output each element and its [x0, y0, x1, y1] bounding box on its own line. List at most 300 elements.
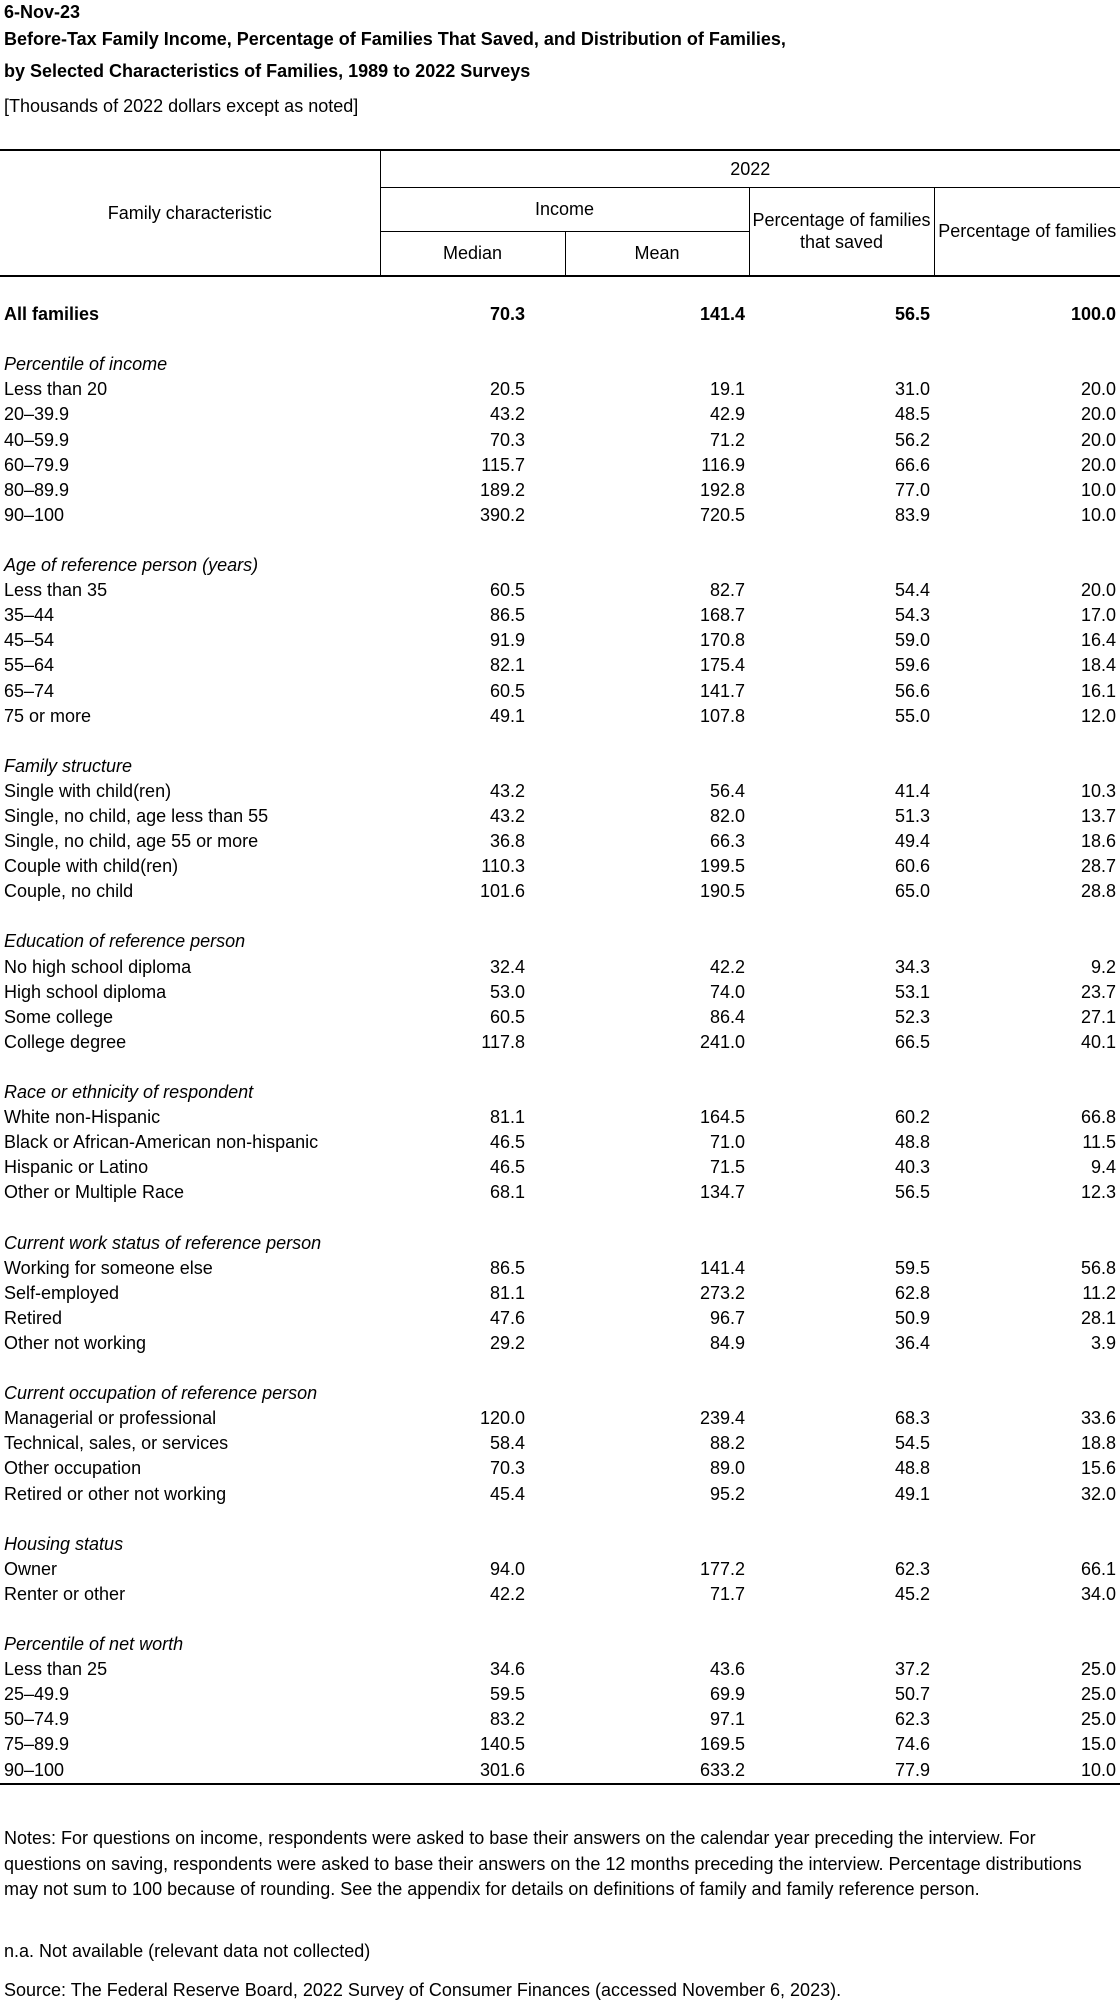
median-income-cell: 86.5 [489, 605, 525, 626]
pct-saved-cell: 59.6 [894, 655, 930, 676]
pct-families-cell: 100.0 [1071, 304, 1117, 325]
table-row [0, 1682, 1120, 1707]
table-row [0, 1256, 1120, 1281]
pct-families-cell: 10.0 [1081, 504, 1117, 525]
spacer-row [0, 1356, 1120, 1381]
pct-families-cell: 20.0 [1081, 580, 1117, 601]
table-row [0, 1707, 1120, 1732]
pct-families-cell: 11.5 [1082, 1132, 1117, 1153]
header-pct-families: Percentage of families [934, 187, 1120, 276]
pct-families-cell: 9.2 [1091, 956, 1117, 977]
row-label: Education of reference person [4, 931, 246, 952]
median-income-cell: 189.2 [479, 479, 525, 500]
table-row [0, 1431, 1120, 1456]
pct-saved-cell: 40.3 [894, 1157, 930, 1178]
header-median: Median [380, 231, 565, 276]
table-row [0, 1758, 1120, 1784]
pct-saved-cell: 50.7 [894, 1684, 930, 1705]
mean-income-cell: 71.2 [709, 429, 745, 450]
empty-cell [934, 1231, 1120, 1256]
pct-saved-cell: 56.2 [894, 429, 930, 450]
spacer-cell [0, 528, 1120, 553]
pct-saved-cell: 31.0 [894, 379, 930, 400]
row-label: Couple with child(ren) [4, 856, 179, 877]
empty-cell [565, 1381, 749, 1406]
row-label: 20–39.9 [4, 404, 70, 425]
pct-saved-cell: 62.3 [894, 1558, 930, 1579]
median-income-cell: 81.1 [489, 1107, 525, 1128]
row-label: Current work status of reference person [4, 1232, 322, 1253]
pct-families-cell: 16.4 [1081, 630, 1117, 651]
row-label: 75–89.9 [4, 1734, 70, 1755]
spacer-cell [0, 1205, 1120, 1230]
empty-cell [934, 1080, 1120, 1105]
table-row [0, 1406, 1120, 1431]
median-income-cell: 82.1 [489, 655, 525, 676]
empty-cell [380, 1532, 565, 1557]
median-income-cell: 34.6 [489, 1659, 525, 1680]
mean-income-cell: 239.4 [699, 1408, 745, 1429]
pct-saved-cell: 48.5 [894, 404, 930, 425]
pct-families-cell: 18.6 [1081, 831, 1117, 852]
pct-saved-cell: 54.4 [894, 580, 930, 601]
median-income-cell: 60.5 [489, 580, 525, 601]
median-income-cell: 70.3 [489, 1458, 525, 1479]
spacer-cell [0, 904, 1120, 929]
table-row [0, 1732, 1120, 1757]
mean-income-cell: 190.5 [699, 881, 745, 902]
median-income-cell: 45.4 [489, 1483, 525, 1504]
pct-saved-cell: 45.2 [894, 1583, 930, 1604]
mean-income-cell: 71.5 [709, 1157, 745, 1178]
pct-families-cell: 16.1 [1081, 680, 1117, 701]
row-label: 55–64 [4, 655, 55, 676]
row-label: 40–59.9 [4, 429, 70, 450]
row-label: Owner [4, 1558, 58, 1579]
table-row [0, 503, 1120, 528]
mean-income-cell: 164.5 [699, 1107, 745, 1128]
pct-families-cell: 25.0 [1081, 1684, 1117, 1705]
spacer-cell [0, 729, 1120, 754]
spacer-row [0, 729, 1120, 754]
empty-cell [749, 352, 934, 377]
empty-cell [565, 929, 749, 954]
pct-saved-cell: 49.4 [894, 831, 930, 852]
row-label: Less than 35 [4, 580, 108, 601]
empty-cell [380, 1381, 565, 1406]
mean-income-cell: 82.7 [709, 580, 745, 601]
table-row [0, 980, 1120, 1005]
spacer-row [0, 1205, 1120, 1230]
row-label: Other or Multiple Race [4, 1182, 185, 1203]
empty-cell [749, 1632, 934, 1657]
na-note: n.a. Not available (relevant data not collected) [4, 1941, 371, 1961]
table-row [0, 1105, 1120, 1130]
pct-saved-cell: 62.3 [894, 1709, 930, 1730]
median-income-cell: 140.5 [479, 1734, 525, 1755]
median-income-cell: 47.6 [489, 1307, 525, 1328]
pct-saved-cell: 77.9 [749, 1758, 934, 1784]
date-label: 6-Nov-23 [4, 2, 81, 22]
pct-saved-cell: 66.5 [894, 1031, 930, 1052]
table-row [0, 1030, 1120, 1055]
empty-cell [565, 1080, 749, 1105]
row-label: All families [4, 304, 100, 325]
pct-saved-cell: 65.0 [894, 881, 930, 902]
pct-families-cell: 34.0 [1081, 1583, 1117, 1604]
median-income-cell: 70.3 [489, 429, 525, 450]
empty-cell [565, 754, 749, 779]
mean-income-cell: 56.4 [709, 780, 745, 801]
mean-income-cell: 175.4 [699, 655, 745, 676]
median-income-cell: 43.2 [489, 404, 525, 425]
median-income-cell: 68.1 [489, 1182, 525, 1203]
mean-income-cell: 71.0 [709, 1132, 745, 1153]
row-label: 90–100 [4, 504, 65, 525]
table-row [0, 1657, 1120, 1682]
mean-income-cell: 43.6 [709, 1659, 745, 1680]
pct-families-cell: 27.1 [1081, 1006, 1117, 1027]
spacer-row [0, 276, 1120, 302]
data-table [0, 149, 1120, 1785]
pct-saved-cell: 48.8 [894, 1458, 930, 1479]
table-body [0, 276, 1120, 1784]
mean-income-cell: 170.8 [699, 630, 745, 651]
row-label: Less than 25 [4, 1659, 108, 1680]
pct-families-cell: 28.1 [1081, 1307, 1117, 1328]
row-label: Family structure [4, 755, 133, 776]
group-heading-row [0, 1632, 1120, 1657]
table-row [0, 704, 1120, 729]
median-income-cell: 301.6 [380, 1758, 565, 1784]
mean-income-cell: 141.4 [699, 304, 745, 325]
empty-cell [565, 1532, 749, 1557]
row-label: Single, no child, age less than 55 [4, 805, 269, 826]
mean-income-cell: 169.5 [699, 1734, 745, 1755]
pct-families-cell: 25.0 [1081, 1709, 1117, 1730]
empty-cell [934, 1532, 1120, 1557]
row-label: White non-Hispanic [4, 1107, 161, 1128]
median-income-cell: 120.0 [479, 1408, 525, 1429]
subtitle: [Thousands of 2022 dollars except as noted] [4, 96, 359, 116]
pct-saved-cell: 53.1 [894, 981, 930, 1002]
empty-cell [934, 929, 1120, 954]
table-row [0, 402, 1120, 427]
group-heading-row [0, 1381, 1120, 1406]
mean-income-cell: 42.9 [709, 404, 745, 425]
mean-income-cell: 69.9 [709, 1684, 745, 1705]
empty-cell [749, 929, 934, 954]
spacer-row [0, 1607, 1120, 1632]
mean-income-cell: 74.0 [709, 981, 745, 1002]
table-row [0, 628, 1120, 653]
mean-income-cell: 273.2 [699, 1282, 745, 1303]
median-income-cell: 36.8 [489, 831, 525, 852]
header-year: 2022 [380, 150, 1120, 187]
spacer-cell [0, 1607, 1120, 1632]
empty-cell [749, 1381, 934, 1406]
table-row [0, 854, 1120, 879]
row-label: 50–74.9 [4, 1709, 70, 1730]
group-heading-row [0, 352, 1120, 377]
pct-saved-cell: 77.0 [894, 479, 930, 500]
table-row [0, 1557, 1120, 1582]
row-label: 35–44 [4, 605, 55, 626]
table-row [0, 377, 1120, 402]
pct-families-cell: 56.8 [1081, 1257, 1117, 1278]
header-income: Income [380, 187, 749, 231]
row-label: College degree [4, 1031, 127, 1052]
row-label: 25–49.9 [4, 1684, 70, 1705]
median-income-cell: 32.4 [489, 956, 525, 977]
row-label: Renter or other [4, 1583, 126, 1604]
pct-families-cell: 18.4 [1081, 655, 1117, 676]
pct-saved-cell: 48.8 [894, 1132, 930, 1153]
table-row [0, 779, 1120, 804]
row-label: Hispanic or Latino [4, 1157, 149, 1178]
mean-income-cell: 88.2 [709, 1433, 745, 1454]
spacer-cell [0, 327, 1120, 352]
mean-income-cell: 177.2 [699, 1558, 745, 1579]
table-header [0, 150, 1120, 276]
pct-saved-cell: 68.3 [894, 1408, 930, 1429]
row-label: Age of reference person (years) [4, 555, 259, 576]
row-label: Working for someone else [4, 1257, 213, 1278]
table-row [0, 653, 1120, 678]
row-label: Technical, sales, or services [4, 1433, 229, 1454]
pct-families-cell: 40.1 [1081, 1031, 1117, 1052]
empty-cell [934, 352, 1120, 377]
pct-families-cell: 20.0 [1081, 404, 1117, 425]
row-label: Couple, no child [4, 881, 134, 902]
row-label: 60–79.9 [4, 454, 70, 475]
empty-cell [749, 754, 934, 779]
pct-families-cell: 32.0 [1081, 1483, 1117, 1504]
mean-income-cell: 168.7 [699, 605, 745, 626]
mean-income-cell: 89.0 [709, 1458, 745, 1479]
empty-cell [380, 929, 565, 954]
row-label: Other occupation [4, 1458, 142, 1479]
row-label: 80–89.9 [4, 479, 70, 500]
empty-cell [934, 1632, 1120, 1657]
pct-saved-cell: 52.3 [894, 1006, 930, 1027]
pct-families-cell: 9.4 [1091, 1157, 1117, 1178]
mean-income-cell: 720.5 [699, 504, 745, 525]
median-income-cell: 70.3 [489, 304, 525, 325]
header-pct-saved: Percentage of families that saved [749, 187, 934, 276]
pct-saved-cell: 62.8 [894, 1282, 930, 1303]
spacer-row [0, 327, 1120, 352]
table-row [0, 879, 1120, 904]
table-row [0, 1180, 1120, 1205]
mean-income-cell: 95.2 [709, 1483, 745, 1504]
mean-income-cell: 633.2 [565, 1758, 749, 1784]
median-income-cell: 83.2 [489, 1709, 525, 1730]
table-row [0, 804, 1120, 829]
pct-saved-cell: 37.2 [894, 1659, 930, 1680]
pct-families-cell: 15.0 [1081, 1734, 1117, 1755]
row-label: Percentile of net worth [4, 1634, 184, 1655]
median-income-cell: 46.5 [489, 1132, 525, 1153]
empty-cell [934, 754, 1120, 779]
pct-families-cell: 23.7 [1081, 981, 1117, 1002]
pct-families-cell: 10.0 [934, 1758, 1120, 1784]
pct-families-cell: 15.6 [1081, 1458, 1117, 1479]
row-label: Housing status [4, 1533, 124, 1554]
median-income-cell: 46.5 [489, 1157, 525, 1178]
row-label: Race or ethnicity of respondent [4, 1082, 254, 1102]
pct-families-cell: 10.3 [1081, 780, 1117, 801]
empty-cell [565, 1632, 749, 1657]
pct-families-cell: 12.3 [1081, 1182, 1117, 1203]
pct-saved-cell: 60.2 [894, 1107, 930, 1128]
empty-cell [380, 1632, 565, 1657]
row-label: 75 or more [4, 705, 92, 726]
table-row [0, 1456, 1120, 1481]
median-income-cell: 91.9 [489, 630, 525, 651]
row-label: Retired [4, 1307, 63, 1328]
row-label: Self-employed [4, 1282, 120, 1303]
row-label: Some college [4, 1006, 114, 1027]
pct-families-cell: 11.2 [1082, 1282, 1117, 1303]
spacer-row [0, 1507, 1120, 1532]
row-label: High school diploma [4, 981, 167, 1002]
mean-income-cell: 141.7 [699, 680, 745, 701]
group-heading-row [0, 553, 1120, 578]
row-label: Less than 20 [4, 379, 108, 400]
pct-families-cell: 20.0 [1081, 429, 1117, 450]
table-row [0, 1306, 1120, 1331]
mean-income-cell: 86.4 [709, 1006, 745, 1027]
table-row [0, 428, 1120, 453]
median-income-cell: 60.5 [489, 680, 525, 701]
title-line-1: Before-Tax Family Income, Percentage of Families That Saved, and Distribution of Families, [4, 29, 786, 49]
table-row [0, 478, 1120, 503]
mean-income-cell: 97.1 [709, 1709, 745, 1730]
group-heading-row [0, 754, 1120, 779]
pct-families-cell: 25.0 [1081, 1659, 1117, 1680]
table-row [0, 829, 1120, 854]
median-income-cell: 101.6 [479, 881, 525, 902]
empty-cell [749, 553, 934, 578]
table-row [0, 955, 1120, 980]
spacer-row [0, 904, 1120, 929]
header-mean: Mean [565, 231, 749, 276]
row-label: Retired or other not working [4, 1483, 227, 1504]
median-income-cell: 29.2 [489, 1332, 525, 1353]
empty-cell [380, 352, 565, 377]
row-label: Other not working [4, 1332, 147, 1353]
spacer-row [0, 1055, 1120, 1080]
row-label: Black or African-American non-hispanic [4, 1132, 319, 1153]
empty-cell [380, 553, 565, 578]
pct-saved-cell: 41.4 [894, 780, 930, 801]
pct-families-cell: 28.7 [1081, 856, 1117, 877]
spacer-cell [0, 276, 1120, 302]
mean-income-cell: 199.5 [699, 856, 745, 877]
source-note: Source: The Federal Reserve Board, 2022 Survey of Consumer Finances (accessed November 6, 2023). [4, 1980, 842, 2000]
pct-saved-cell: 49.1 [894, 1483, 930, 1504]
group-heading-row [0, 1231, 1120, 1256]
empty-cell [380, 1080, 565, 1105]
pct-saved-cell: 56.5 [894, 1182, 930, 1203]
row-label: Single with child(ren) [4, 780, 172, 801]
table-row [0, 679, 1120, 704]
row-label: Current occupation of reference person [4, 1383, 318, 1404]
median-income-cell: 42.2 [489, 1583, 525, 1604]
median-income-cell: 58.4 [489, 1433, 525, 1454]
row-label: Single, no child, age 55 or more [4, 831, 259, 852]
pct-saved-cell: 56.6 [894, 680, 930, 701]
pct-saved-cell: 59.5 [894, 1257, 930, 1278]
median-income-cell: 60.5 [489, 1006, 525, 1027]
pct-families-cell: 17.0 [1081, 605, 1117, 626]
table-row [0, 1005, 1120, 1030]
empty-cell [565, 553, 749, 578]
pct-saved-cell: 54.5 [894, 1433, 930, 1454]
median-income-cell: 20.5 [489, 379, 525, 400]
empty-cell [565, 352, 749, 377]
table-row [0, 603, 1120, 628]
pct-saved-cell: 60.6 [894, 856, 930, 877]
mean-income-cell: 84.9 [709, 1332, 745, 1353]
median-income-cell: 390.2 [479, 504, 525, 525]
pct-families-cell: 33.6 [1081, 1408, 1117, 1429]
pct-families-cell: 18.8 [1081, 1433, 1117, 1454]
pct-saved-cell: 36.4 [894, 1332, 930, 1353]
title-line-2: by Selected Characteristics of Families, 1989 to 2022 Surveys [4, 61, 531, 81]
spacer-cell [0, 1055, 1120, 1080]
empty-cell [380, 1231, 565, 1256]
pct-families-cell: 66.8 [1081, 1107, 1117, 1128]
median-income-cell: 43.2 [489, 805, 525, 826]
mean-income-cell: 19.1 [709, 379, 745, 400]
table-row [0, 1155, 1120, 1180]
group-heading-row [0, 1080, 1120, 1105]
empty-cell [934, 553, 1120, 578]
table-row [0, 453, 1120, 478]
table-row [0, 578, 1120, 603]
pct-saved-cell: 56.5 [894, 304, 930, 325]
pct-saved-cell: 34.3 [894, 956, 930, 977]
table-row [0, 1331, 1120, 1356]
pct-families-cell: 10.0 [1081, 479, 1117, 500]
pct-families-cell: 13.7 [1081, 805, 1117, 826]
table-row [0, 1582, 1120, 1607]
row-label: 65–74 [4, 680, 55, 701]
pct-saved-cell: 50.9 [894, 1307, 930, 1328]
median-income-cell: 49.1 [489, 705, 525, 726]
pct-saved-cell: 74.6 [894, 1734, 930, 1755]
table-row [0, 1281, 1120, 1306]
median-income-cell: 81.1 [489, 1282, 525, 1303]
pct-saved-cell: 54.3 [894, 605, 930, 626]
row-label: No high school diploma [4, 956, 192, 977]
mean-income-cell: 96.7 [709, 1307, 745, 1328]
mean-income-cell: 241.0 [699, 1031, 745, 1052]
median-income-cell: 94.0 [489, 1558, 525, 1579]
mean-income-cell: 42.2 [709, 956, 745, 977]
group-heading-row [0, 1532, 1120, 1557]
empty-cell [380, 754, 565, 779]
pct-saved-cell: 66.6 [894, 454, 930, 475]
pct-families-cell: 28.8 [1081, 881, 1117, 902]
pct-families-cell: 20.0 [1081, 454, 1117, 475]
mean-income-cell: 66.3 [709, 831, 745, 852]
pct-families-cell: 3.9 [1091, 1332, 1117, 1353]
spacer-cell [0, 1507, 1120, 1532]
row-label: 45–54 [4, 630, 55, 651]
